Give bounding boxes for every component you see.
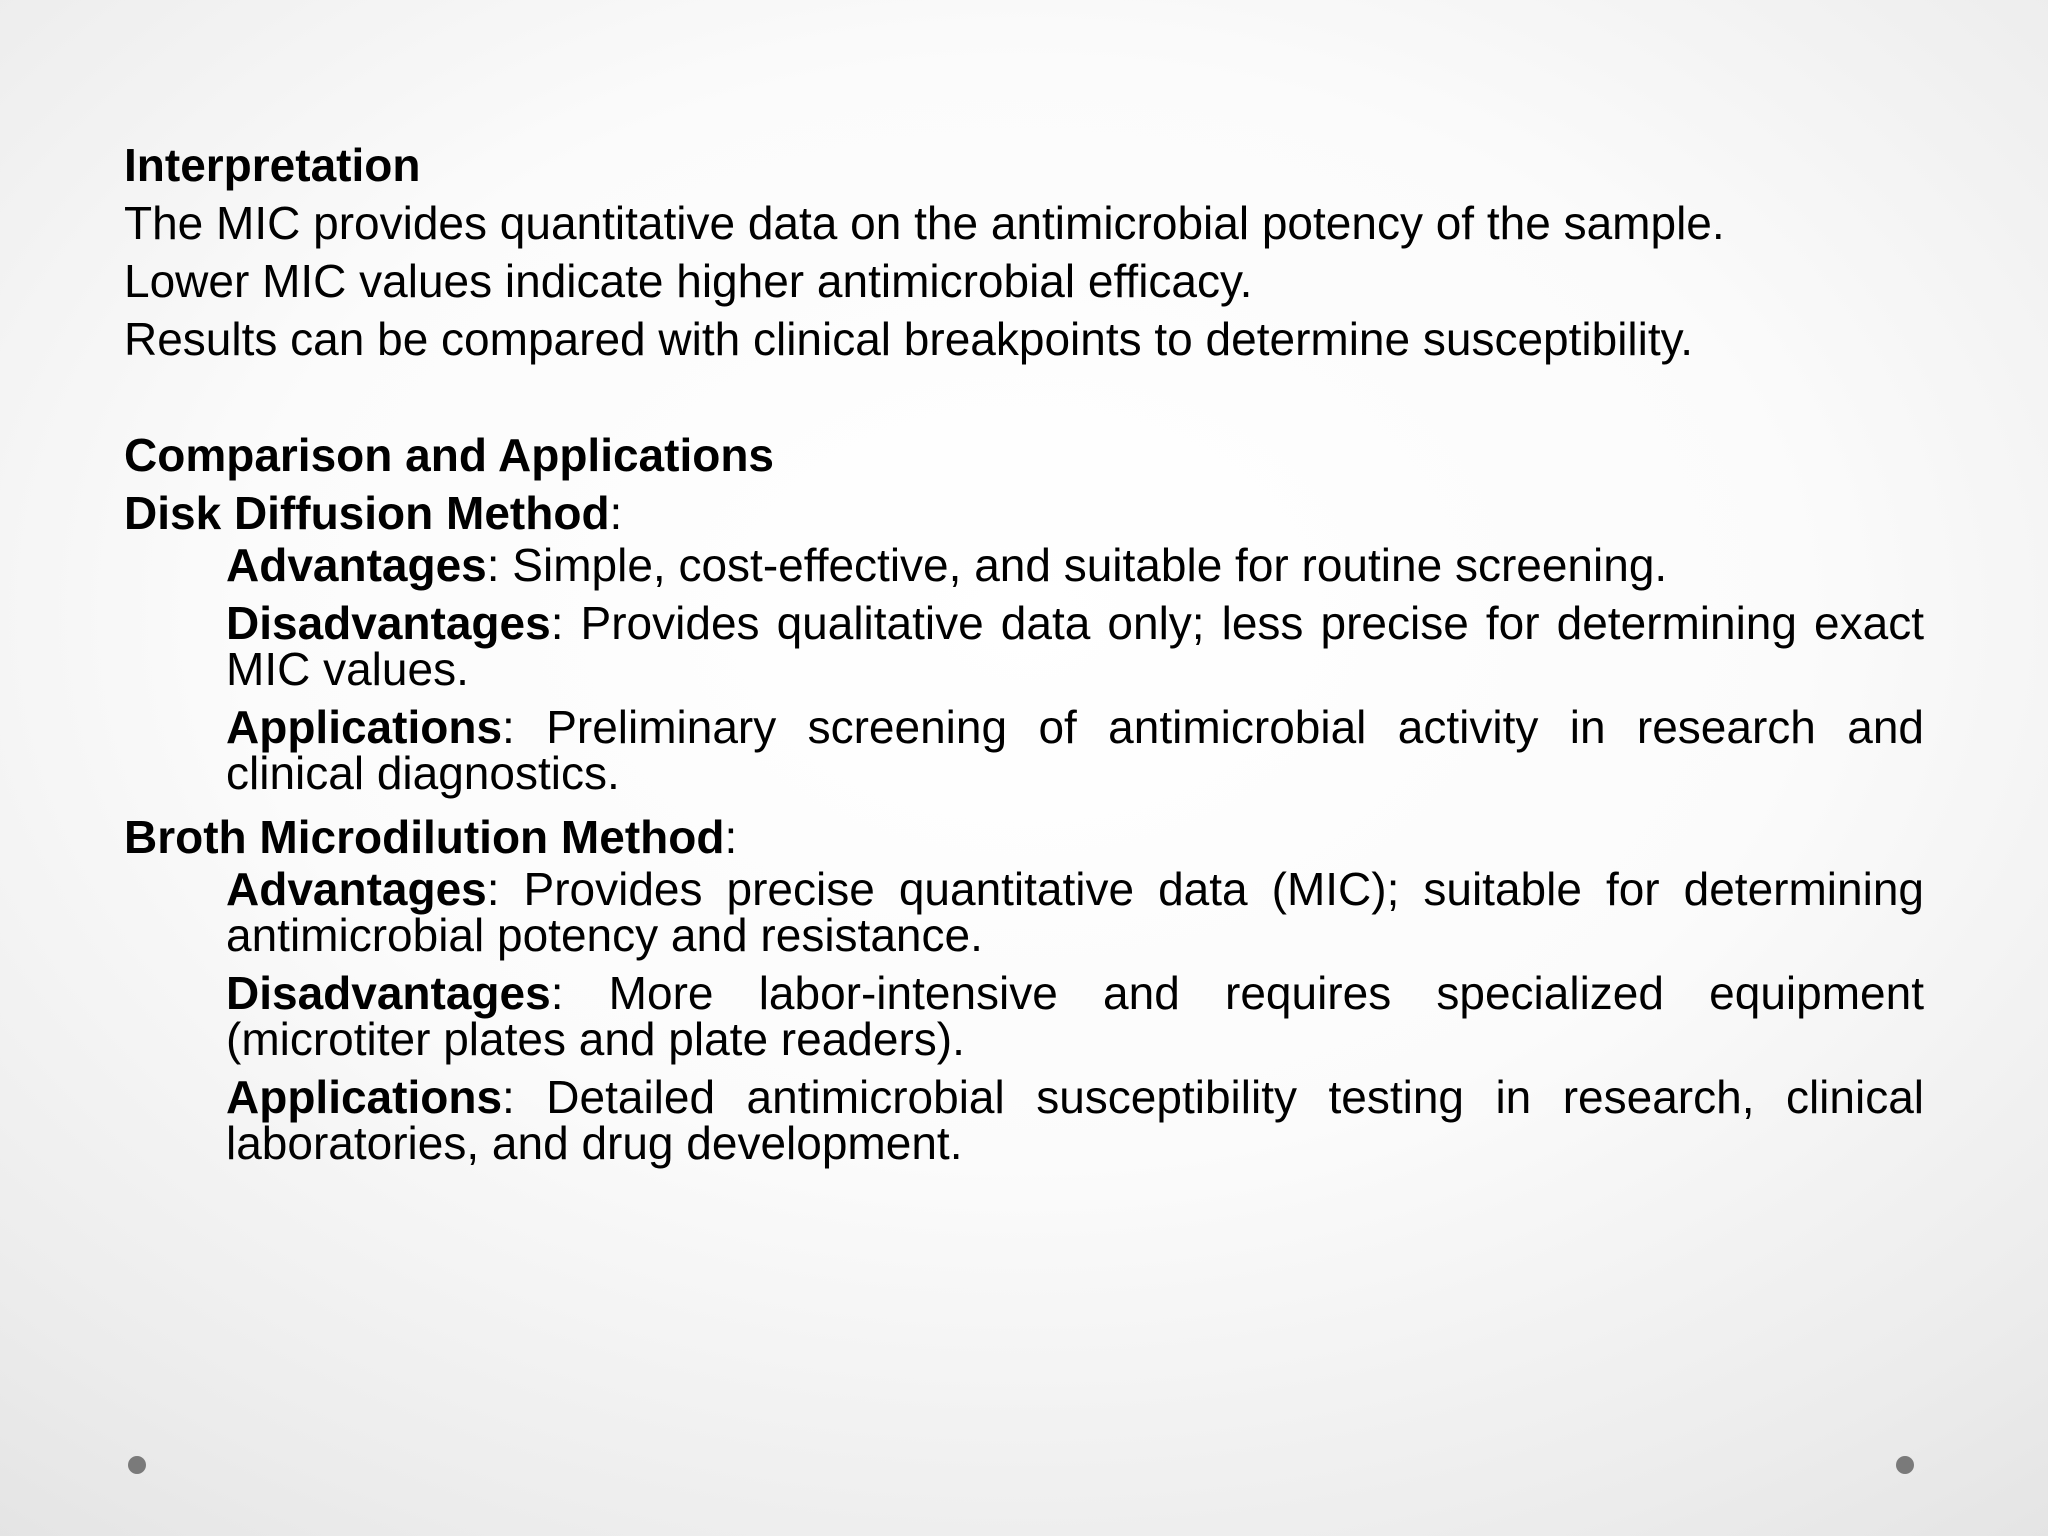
item-text: Provides precise quantitative data (MIC); suitable for determining antimicrobial potency and resistance. xyxy=(226,863,1924,961)
method-title-disk-diffusion xyxy=(124,484,1924,542)
interpretation-line: Lower MIC values indicate higher antimicrobial efficacy. xyxy=(124,255,1253,307)
interpretation-line: Results can be compared with clinical breakpoints to determine susceptibility. xyxy=(124,313,1694,365)
item-label: Advantages xyxy=(226,539,487,591)
item-sep: : xyxy=(486,863,500,915)
method-suffix: : xyxy=(724,811,738,863)
item-label: Applications xyxy=(226,701,503,753)
decorative-dot-icon xyxy=(1896,1456,1914,1474)
item-sep: : xyxy=(550,597,564,649)
slide-content xyxy=(124,136,1924,1178)
method-item-advantages xyxy=(226,539,1924,591)
item-text: Simple, cost-effective, and suitable for routine screening. xyxy=(499,539,1668,591)
method-item-disadvantages xyxy=(226,597,1924,695)
item-text: Provides qualitative data only; less precise for determining exact MIC values. xyxy=(226,597,1924,695)
item-text: More labor-intensive and requires specialized equipment (microtiter plates and plate readers). xyxy=(226,967,1924,1065)
method-name: Disk Diffusion Method xyxy=(124,487,610,539)
item-sep: : xyxy=(502,701,515,753)
item-text: Preliminary screening of antimicrobial activity in research and clinical diagnostics. xyxy=(226,701,1924,799)
item-sep: : xyxy=(550,967,564,1019)
item-sep: : xyxy=(486,539,500,591)
method-item-disadvantages xyxy=(226,967,1924,1065)
item-sep: : xyxy=(502,1071,515,1123)
comparison-heading: Comparison and Applications xyxy=(124,429,775,481)
method-item-applications xyxy=(226,701,1924,799)
item-label: Disadvantages xyxy=(226,967,551,1019)
method-suffix: : xyxy=(609,487,623,539)
section-spacer xyxy=(124,368,1924,426)
method-name: Broth Microdilution Method xyxy=(124,811,725,863)
method-title-broth-microdilution xyxy=(124,808,1924,866)
item-label: Applications xyxy=(226,1071,503,1123)
method-item-advantages xyxy=(226,863,1924,961)
item-text: Detailed antimicrobial susceptibility testing in research, clinical laboratories, and drug development. xyxy=(226,1071,1924,1169)
method-item-applications xyxy=(226,1071,1924,1169)
item-label: Disadvantages xyxy=(226,597,551,649)
interpretation-heading: Interpretation xyxy=(124,139,421,191)
item-label: Advantages xyxy=(226,863,487,915)
interpretation-line: The MIC provides quantitative data on the antimicrobial potency of the sample. xyxy=(124,197,1725,249)
decorative-dot-icon xyxy=(128,1456,146,1474)
